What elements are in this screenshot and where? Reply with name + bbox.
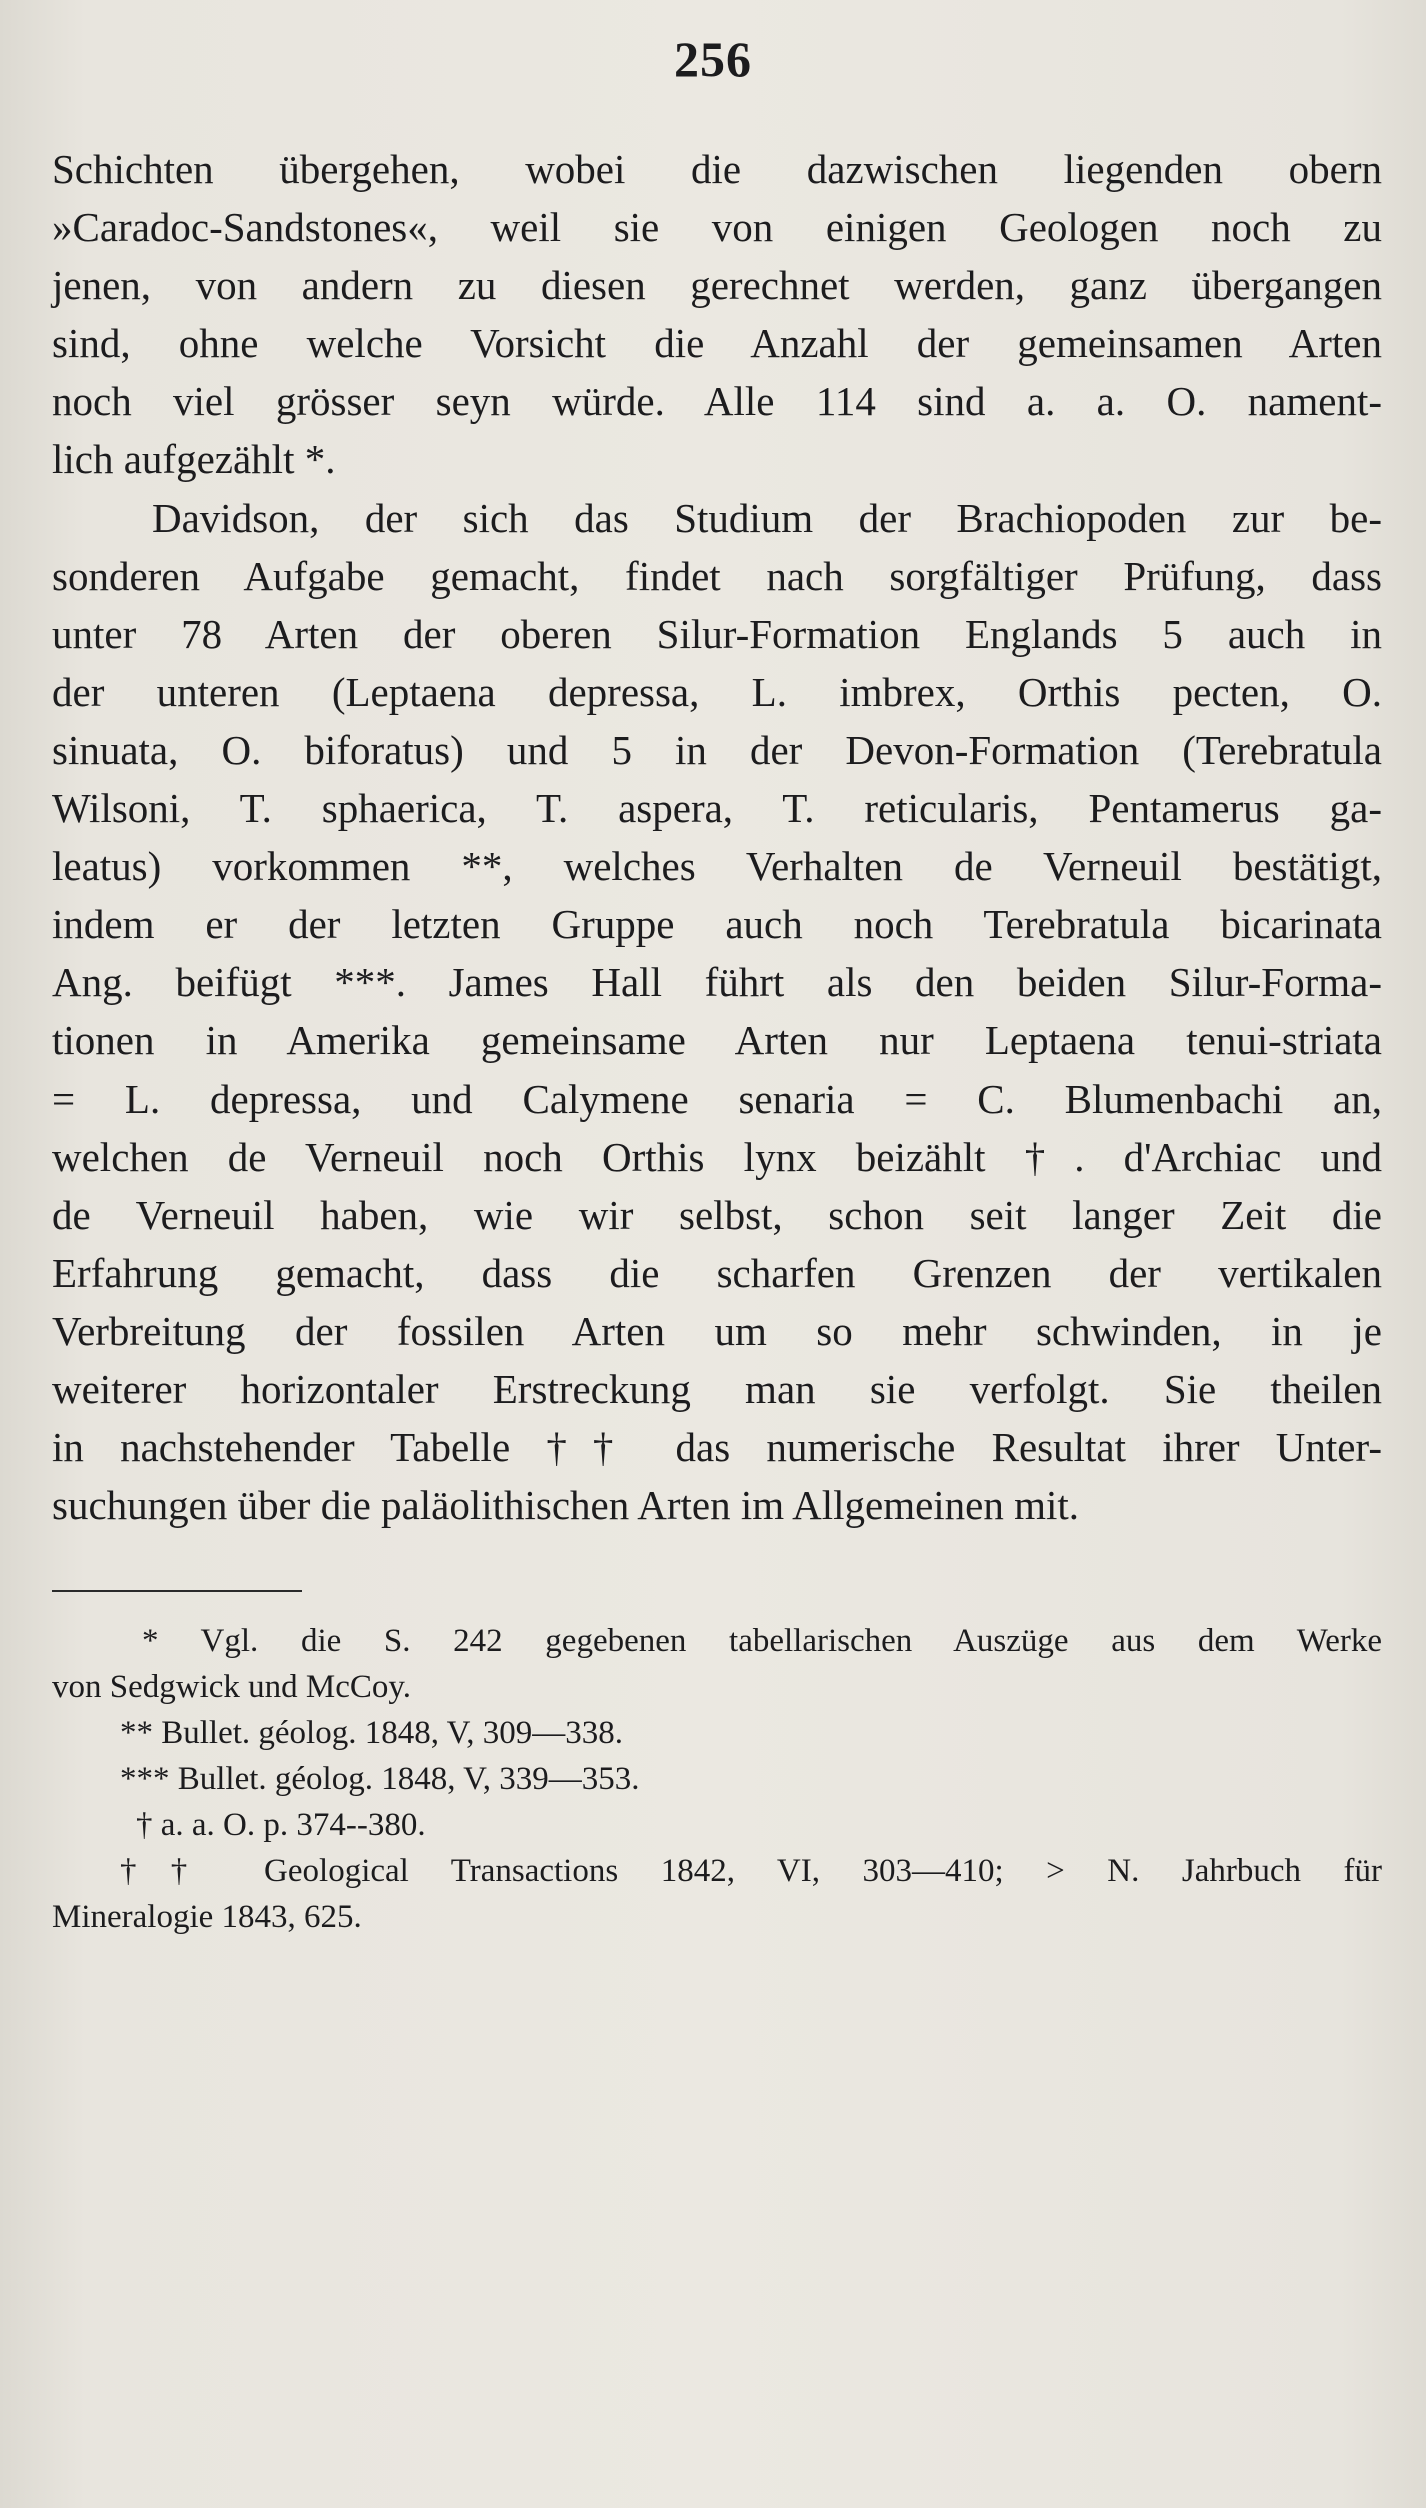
text-line: Erfahrung gemacht, dass die scharfen Grenzen der vertikalen xyxy=(52,1249,1382,1296)
text-line: »Caradoc-Sandstones«, weil sie von einigen Geologen noch zu xyxy=(52,204,1382,251)
text-line: noch viel grösser seyn würde. Alle 114 sind a. a. O. nament- xyxy=(52,378,1382,425)
text-line: = L. depressa, und Calymene senaria = C. Blumenbachi an, xyxy=(52,1075,1382,1122)
footnote-line: † a. a. O. p. 374--380. xyxy=(136,1807,426,1843)
footnotes xyxy=(52,1618,1382,1940)
text-line: lich aufgezählt *. xyxy=(52,436,336,483)
footnote-divider xyxy=(52,1590,302,1592)
text-line: de Verneuil haben, wie wir selbst, schon seit langer Zeit die xyxy=(52,1191,1382,1238)
text-line: leatus) vorkommen **, welches Verhalten de Verneuil bestätigt, xyxy=(52,843,1382,890)
text-line: unter 78 Arten der oberen Silur-Formation Englands 5 auch in xyxy=(52,610,1382,657)
footnote-line: von Sedgwick und McCoy. xyxy=(52,1669,412,1705)
footnote-line: †† Geological Transactions 1842, VI, 303—410; > N. Jahrbuch für xyxy=(120,1853,1382,1889)
text-line: Ang. beifügt ***. James Hall führt als den beiden Silur-Forma- xyxy=(52,959,1382,1006)
text-line: sinuata, O. biforatus) und 5 in der Devon-Formation (Terebratula xyxy=(52,726,1382,773)
text-line: Schichten übergehen, wobei die dazwischen liegenden obern xyxy=(52,146,1382,192)
footnote-line: * Vgl. die S. 242 gegebenen tabellarischen Auszüge aus dem Werke xyxy=(142,1623,1382,1659)
text-line: jenen, von andern zu diesen gerechnet werden, ganz übergangen xyxy=(52,262,1382,309)
body-text xyxy=(52,140,1382,1534)
text-line: tionen in Amerika gemeinsame Arten nur Leptaena tenui-striata xyxy=(52,1017,1382,1064)
text-line: in nachstehender Tabelle †† das numerische Resultat ihrer Unter- xyxy=(52,1424,1382,1471)
text-line: Verbreitung der fossilen Arten um so mehr schwinden, in je xyxy=(52,1307,1382,1354)
text-line: der unteren (Leptaena depressa, L. imbrex, Orthis pecten, O. xyxy=(52,668,1382,715)
text-line: Wilsoni, T. sphaerica, T. aspera, T. reticularis, Pentamerus ga- xyxy=(52,785,1382,832)
footnote-line: Mineralogie 1843, 625. xyxy=(52,1899,362,1935)
text-line: sonderen Aufgabe gemacht, findet nach sorgfältiger Prüfung, dass xyxy=(52,552,1382,599)
footnote-line: *** Bullet. géolog. 1848, V, 339—353. xyxy=(120,1761,640,1797)
text-line: suchungen über die paläolithischen Arten im Allgemeinen mit. xyxy=(52,1482,1080,1529)
text-line: weiterer horizontaler Erstreckung man sie verfolgt. Sie theilen xyxy=(52,1365,1382,1412)
text-line: sind, ohne welche Vorsicht die Anzahl der gemeinsamen Arten xyxy=(52,320,1382,367)
text-line: welchen de Verneuil noch Orthis lynx beizählt †. d'Archiac und xyxy=(52,1133,1382,1180)
footnote-line: ** Bullet. géolog. 1848, V, 309—338. xyxy=(120,1715,623,1751)
text-line: Davidson, der sich das Studium der Brachiopoden zur be- xyxy=(152,494,1382,541)
page-number: 256 xyxy=(674,31,752,87)
text-line: indem er der letzten Gruppe auch noch Terebratula bicarinata xyxy=(52,901,1382,948)
